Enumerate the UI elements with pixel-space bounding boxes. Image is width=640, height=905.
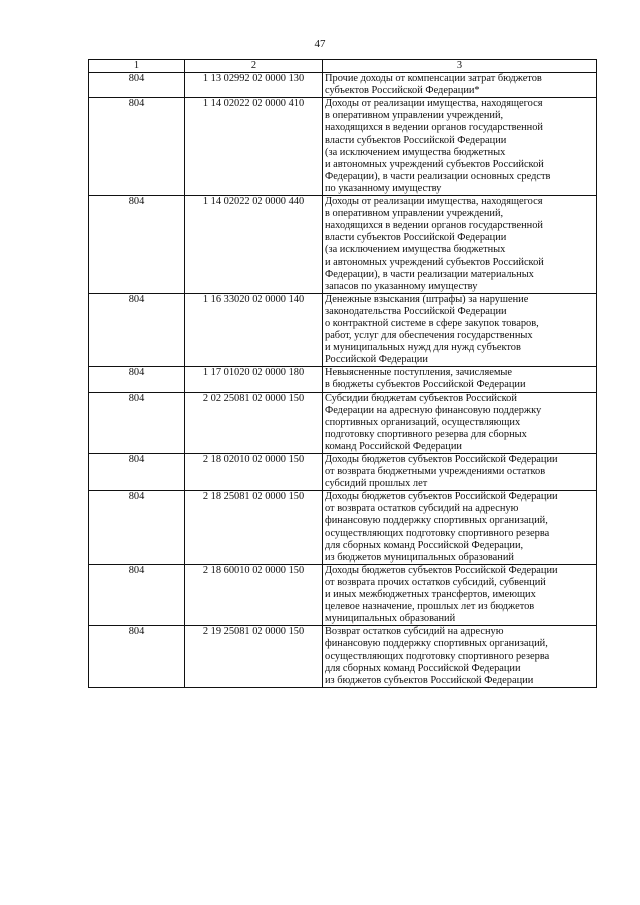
description-line: субъектов Российской Федерации* xyxy=(325,85,480,97)
budget-classification-code-cell: 1 14 02022 02 0000 410 xyxy=(185,98,323,196)
description-line: от возврата остатков субсидий на адресную xyxy=(325,503,519,515)
description-line: в оперативном управлении учреждений, xyxy=(325,208,504,220)
description-line: из бюджетов субъектов Российской Федерации xyxy=(325,674,534,686)
description-line: из бюджетов муниципальных образований xyxy=(325,551,514,563)
description-line: для сборных команд Российской Федерации xyxy=(325,662,521,674)
description-line: (за исключением имущества бюджетных xyxy=(325,146,506,158)
description-line: о контрактной системе в сфере закупок товаров, xyxy=(325,317,539,329)
admin-code-cell: 804 xyxy=(89,564,185,625)
income-description-cell xyxy=(323,626,597,687)
description-line: в бюджеты субъектов Российской Федерации xyxy=(325,379,526,391)
description-line: и муниципальных нужд для нужд субъектов xyxy=(325,342,521,354)
table-row xyxy=(89,626,597,687)
description-line: осуществляющих подготовку спортивного резерва xyxy=(325,650,550,662)
table-row xyxy=(89,564,597,625)
description-line: осуществляющих подготовку спортивного резерва xyxy=(325,527,550,539)
description-line: Доходы бюджетов субъектов Российской Федерации xyxy=(325,564,558,576)
table-row xyxy=(89,293,597,367)
description-line: Денежные взыскания (штрафы) за нарушение xyxy=(325,293,529,305)
income-description-cell xyxy=(323,392,597,453)
description-line: Прочие доходы от компенсации затрат бюджетов xyxy=(325,73,542,85)
description-line: спортивных организаций, осуществляющих xyxy=(325,416,521,428)
description-line: власти субъектов Российской Федерации xyxy=(325,134,507,146)
income-description-cell xyxy=(323,454,597,491)
admin-code-cell: 804 xyxy=(89,626,185,687)
description-line: Доходы от реализации имущества, находящегося xyxy=(325,196,543,208)
table-body xyxy=(89,73,597,688)
description-line: Федерации на адресную финансовую поддержку xyxy=(325,404,542,416)
description-line: муниципальных образований xyxy=(325,613,456,625)
budget-classification-code-cell: 1 17 01020 02 0000 180 xyxy=(185,367,323,392)
description-line: финансовую поддержку спортивных организаций, xyxy=(325,515,548,527)
admin-code-cell: 804 xyxy=(89,73,185,98)
admin-code-cell: 804 xyxy=(89,454,185,491)
income-description-cell xyxy=(323,367,597,392)
description-line: власти субъектов Российской Федерации xyxy=(325,232,507,244)
admin-code-cell: 804 xyxy=(89,196,185,294)
description-line: Российской Федерации xyxy=(325,354,428,366)
admin-code-cell: 804 xyxy=(89,98,185,196)
description-line: и автономных учреждений субъектов Российской xyxy=(325,158,544,170)
table-header-row xyxy=(89,60,597,73)
table-row xyxy=(89,73,597,98)
description-line: Невыясненные поступления, зачисляемые xyxy=(325,367,513,379)
budget-classification-code-cell: 1 14 02022 02 0000 440 xyxy=(185,196,323,294)
description-line: работ, услуг для обеспечения государственных xyxy=(325,330,533,342)
description-line: Доходы бюджетов субъектов Российской Федерации xyxy=(325,454,558,465)
description-line: (за исключением имущества бюджетных xyxy=(325,244,506,256)
budget-classification-code-cell: 2 18 60010 02 0000 150 xyxy=(185,564,323,625)
admin-code-cell: 804 xyxy=(89,367,185,392)
budget-classification-code-cell: 1 13 02992 02 0000 130 xyxy=(185,73,323,98)
admin-code-cell: 804 xyxy=(89,491,185,565)
description-line: Субсидии бюджетам субъектов Российской xyxy=(325,392,517,404)
budget-classification-code-cell: 2 18 02010 02 0000 150 xyxy=(185,454,323,491)
income-description-cell xyxy=(323,73,597,98)
description-line: Возврат остатков субсидий на адресную xyxy=(325,626,504,638)
admin-code-cell: 804 xyxy=(89,392,185,453)
page-number: 47 xyxy=(314,38,326,50)
income-description-cell xyxy=(323,98,597,196)
table-row xyxy=(89,196,597,294)
description-line: от возврата бюджетными учреждениями остатков xyxy=(325,466,546,478)
description-line: команд Российской Федерации xyxy=(325,440,462,452)
budget-classification-code-cell: 2 18 25081 02 0000 150 xyxy=(185,491,323,565)
income-description-cell xyxy=(323,196,597,294)
income-codes-table xyxy=(88,59,597,688)
description-line: запасов по указанному имуществу xyxy=(325,280,478,292)
column-header-3: 3 xyxy=(323,60,597,73)
description-line: и автономных учреждений субъектов Российской xyxy=(325,256,544,268)
description-line: Федерации), в части реализации основных средств xyxy=(325,170,551,182)
budget-classification-code-cell: 2 19 25081 02 0000 150 xyxy=(185,626,323,687)
description-line: находящихся в ведении органов государственной xyxy=(325,220,543,232)
table-row xyxy=(89,392,597,453)
table-row xyxy=(89,491,597,565)
table-row xyxy=(89,367,597,392)
admin-code-cell: 804 xyxy=(89,293,185,367)
description-line: целевое назначение, прошлых лет из бюджетов xyxy=(325,601,535,613)
budget-classification-code-cell: 1 16 33020 02 0000 140 xyxy=(185,293,323,367)
description-line: Федерации), в части реализации материальных xyxy=(325,268,534,280)
budget-classification-code-cell: 2 02 25081 02 0000 150 xyxy=(185,392,323,453)
description-line: Доходы от реализации имущества, находящегося xyxy=(325,98,543,110)
table-row xyxy=(89,98,597,196)
description-line: подготовку спортивного резерва для сборных xyxy=(325,428,527,440)
description-line: субсидий прошлых лет xyxy=(325,478,428,490)
description-line: находящихся в ведении органов государственной xyxy=(325,122,543,134)
description-line: в оперативном управлении учреждений, xyxy=(325,110,504,122)
column-header-2: 2 xyxy=(185,60,323,73)
table-row xyxy=(89,454,597,491)
description-line: законодательства Российской Федерации xyxy=(325,305,507,317)
income-description-cell xyxy=(323,491,597,565)
description-line: по указанному имуществу xyxy=(325,182,442,194)
description-line: финансовую поддержку спортивных организаций, xyxy=(325,638,548,650)
column-header-1: 1 xyxy=(89,60,185,73)
income-description-cell xyxy=(323,564,597,625)
description-line: Доходы бюджетов субъектов Российской Федерации xyxy=(325,491,558,503)
description-line: от возврата прочих остатков субсидий, субвенций xyxy=(325,576,546,588)
income-description-cell xyxy=(323,293,597,367)
description-line: и иных межбюджетных трансфертов, имеющих xyxy=(325,589,536,601)
description-line: для сборных команд Российской Федерации, xyxy=(325,539,524,551)
